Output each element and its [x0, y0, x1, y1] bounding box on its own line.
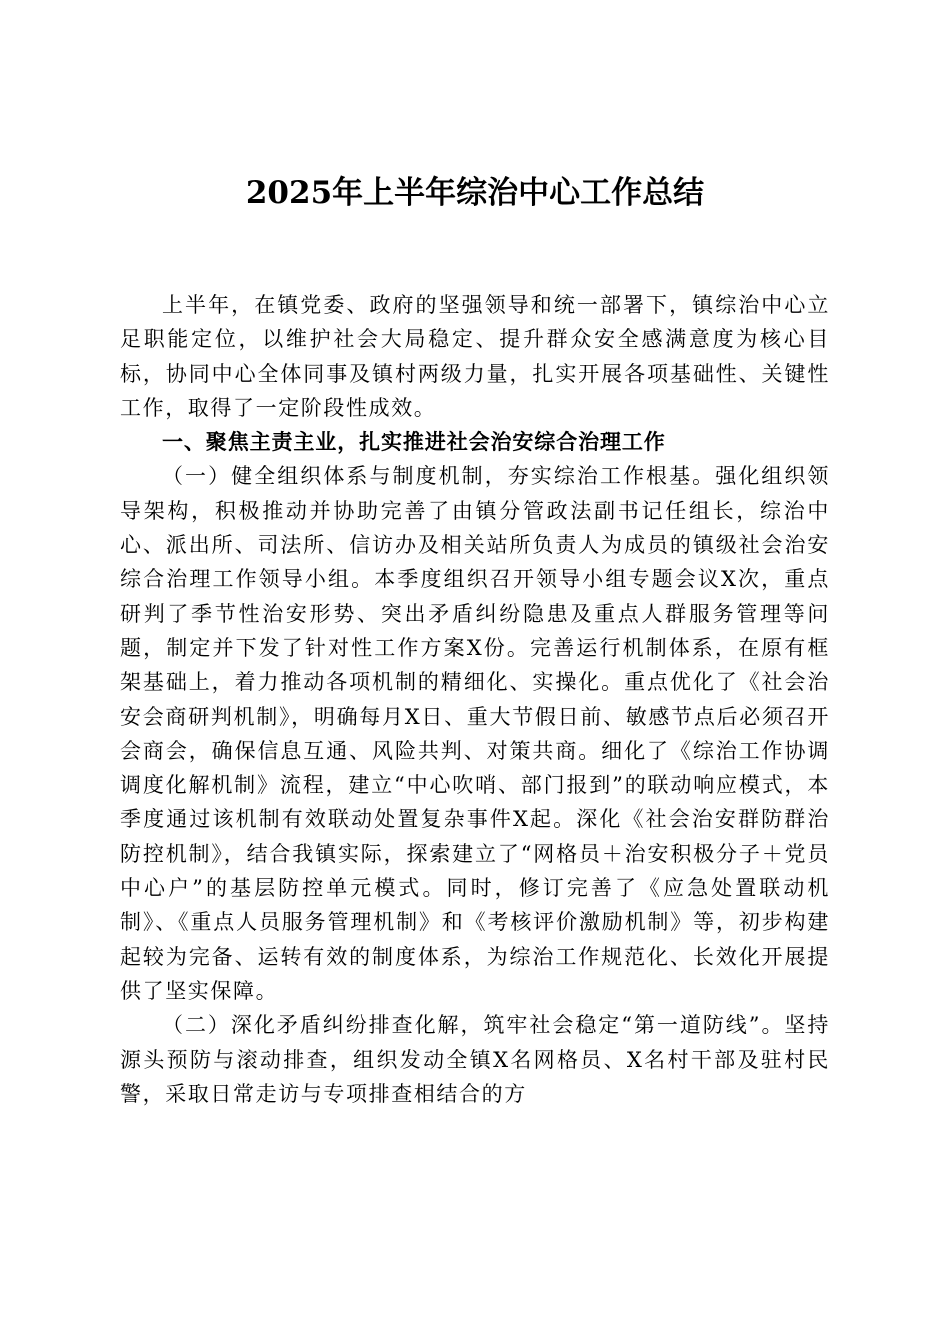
document-title: 2025年上半年综治中心工作总结 — [245, 175, 705, 211]
document-body — [120, 288, 830, 1111]
subsection-paragraph-1: （一）健全组织体系与制度机制，夯实综治工作根基。强化组织领导架构，积极推动并协助完善了由镇分管政法副书记任组长，综治中心、派出所、司法所、信访办及相关站所负责人为成员的镇级社会治安综合治理工作领导小组。本季度组织召开领导小组专题会议X次，重点研判了季节性治安形势、突出矛盾纠纷隐患及重点人群服务管理等问题，制定并下发了针对性工作方案X份。完善运行机制体系，在原有框架基础上，着力推动各项机制的精细化、实操化。重点优化了《社会治安会商研判机制》，明确每月X日、重大节假日前、敏感节点后必须召开会商会，确保信息互通、风险共判、对策共商。细化了《综治工作协调调度化解机制》流程，建立“中心吹哨、部门报到”的联动响应模式，本季度通过该机制有效联动处置复杂事件X起。深化《社会治安群防群治防控机制》，结合我镇实际，探索建立了“网格员＋治安积极分子＋党员中心户”的基层防控单元模式。同时，修订完善了《应急处置联动机制》、《重点人员服务管理机制》和《考核评价激励机制》等，初步构建起较为完备、运转有效的制度体系，为综治工作规范化、长效化开展提供了坚实保障。 — [120, 464, 830, 1003]
subsection-paragraph-2: （二）深化矛盾纠纷排查化解，筑牢社会稳定“第一道防线”。坚持源头预防与滚动排查，组织发动全镇X名网格员、X名村干部及驻村民警，采取日常走访与专项排查相结合的方 — [120, 1013, 830, 1106]
intro-paragraph: 上半年，在镇党委、政府的坚强领导和统一部署下，镇综治中心立足职能定位，以维护社会大局稳定、提升群众安全感满意度为核心目标，协同中心全体同事及镇村两级力量，扎实开展各项基础性、关键性工作，取得了一定阶段性成效。 — [120, 293, 830, 420]
section-heading-1: 一、聚焦主责主业，扎实推进社会治安综合治理工作 — [162, 429, 666, 455]
